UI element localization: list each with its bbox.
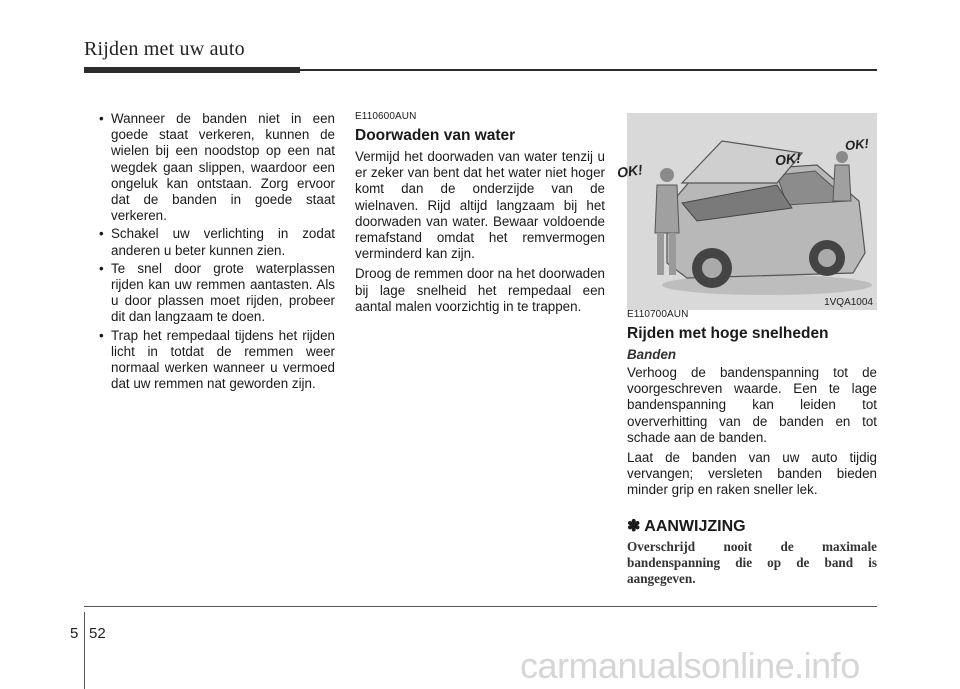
- car-hood-illustration: [616, 113, 877, 310]
- section-heading-water: Doorwaden van water: [355, 127, 516, 144]
- section-code: E110600AUN: [355, 111, 417, 122]
- column-2: [355, 111, 605, 319]
- bullet-dot-icon: •: [99, 226, 104, 242]
- paragraph: Verhoog de bandenspanning tot de voorgeschreven waarde. Een te lage bandenspanning kan leiden tot oververhitting van de banden en tot schade aan de banden.: [627, 365, 877, 445]
- illustration-code-label: 1VQA1004: [824, 297, 873, 308]
- section-code: E110700AUN: [627, 309, 689, 320]
- bullet-dot-icon: •: [99, 260, 104, 276]
- watermark: carmanualsonline.info: [520, 645, 860, 686]
- footer-rule: [84, 606, 877, 607]
- note-heading: [627, 517, 877, 537]
- page-header-title: Rijden met uw auto: [84, 38, 245, 60]
- chapter-number: 5: [70, 625, 79, 642]
- safety-bullet-list: [99, 111, 335, 392]
- note-text: Overschrijd nooit de maximale bandenspanning die op de band is aangegeven.: [627, 538, 877, 586]
- section-heading-high-speed: Rijden met hoge snelheden: [627, 325, 829, 342]
- header-rule-thin: [300, 69, 877, 71]
- column-3: [627, 309, 877, 587]
- paragraph: Vermijd het doorwaden van water tenzij u er zeker van bent dat het water niet hoger komt dan de onderzijde van de wielnaven. Rijd altijd langzaam bij het doorwaden van water. Bewaar voldoende remafstand omdat het remvermogen verminderd kan zijn.: [355, 149, 605, 262]
- bullet-dot-icon: •: [99, 111, 104, 126]
- bullet-dot-icon: •: [99, 327, 104, 343]
- bullet-text: Wanneer de banden niet in een goede staat verkeren, kunnen de wielen bij een noodstop op een nat wegdek gaan slippen, waardoor een ongeluk kan ontstaan. Zorg ervoor dat de banden in goede staat verkeren.: [111, 111, 335, 224]
- bullet-text: Te snel door grote waterplassen rijden kan uw remmen aantasten. Als u door plassen moet rijden, probeer dit dan langzaam te doen.: [111, 260, 335, 325]
- ok-label-left: OK!: [616, 161, 644, 181]
- bullet-item: [99, 328, 335, 393]
- car-illustration-graphic: [627, 113, 877, 310]
- footer-vertical-line: [84, 612, 85, 689]
- page-number: 52: [89, 625, 106, 642]
- paragraph: Laat de banden van uw auto tijdig vervangen; versleten banden bieden minder grip en raken sneller lek.: [627, 450, 877, 498]
- bullet-item: [99, 261, 335, 326]
- header-rule-thick: [84, 67, 300, 73]
- note-star-icon: ✽: [627, 517, 641, 535]
- bullet-text: Schakel uw verlichting in zodat anderen u beter kunnen zien.: [111, 226, 335, 258]
- bullet-text: Trap het rempedaal tijdens het rijden licht in totdat de remmen weer normaal werken wanneer u vermoed dat uw remmen nat geworden zijn.: [111, 327, 335, 392]
- bullet-item: [99, 111, 335, 224]
- note-heading-text: AANWIJZING: [644, 517, 746, 535]
- paragraph: Droog de remmen door na het doorwaden bij lage snelheid het rempedaal een aantal malen voorzichtig in te trappen.: [355, 266, 605, 314]
- column-1: [99, 111, 335, 394]
- ok-label-middle: OK!: [774, 149, 802, 169]
- ok-label-right: OK!: [844, 135, 870, 154]
- bullet-item: [99, 226, 335, 258]
- subheading-tires: Banden: [627, 347, 677, 362]
